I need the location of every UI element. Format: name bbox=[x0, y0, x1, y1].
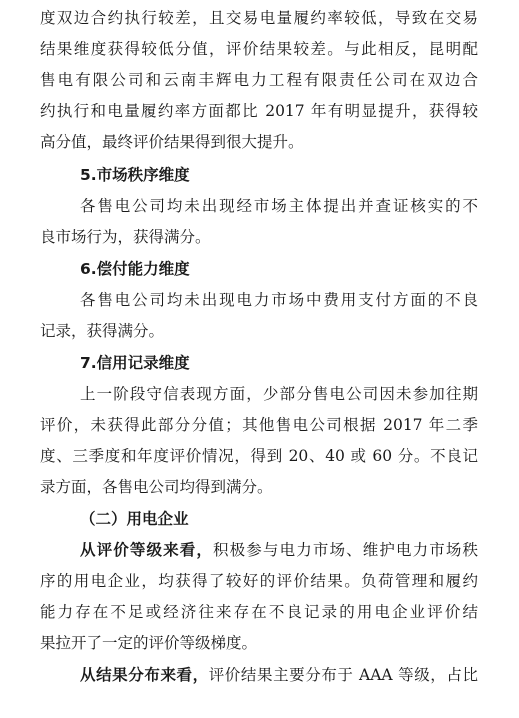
paragraph-line: 各售电公司均未出现经市场主体提出并查证核实的不 bbox=[80, 197, 478, 215]
paragraph-line: 录方面，各售电公司均得到满分。 bbox=[40, 478, 273, 496]
lead-phrase: 从结果分布来看， bbox=[80, 666, 209, 684]
paragraph-line: 度双边合约执行较差，且交易电量履约率较低，导致在交易 bbox=[40, 9, 478, 27]
section-heading-credit-record: 7.信用记录维度 bbox=[80, 354, 190, 372]
paragraph-line bbox=[80, 540, 478, 560]
paragraph-line: 结果维度获得较低分值，评价结果较差。与此相反，昆明配 bbox=[40, 40, 478, 58]
paragraph-line: 约执行和电量履约率方面都比 2017 年有明显提升，获得较 bbox=[40, 102, 478, 120]
paragraph-text: 积极参与电力市场、维护电力市场秩 bbox=[213, 541, 478, 559]
paragraph-line: 能力存在不足或经济往来存在不良记录的用电企业评价结 bbox=[40, 603, 478, 621]
section-heading-power-users: （二）用电企业 bbox=[80, 510, 189, 528]
paragraph-line: 上一阶段守信表现方面，少部分售电公司因未参加往期 bbox=[80, 385, 478, 403]
paragraph-line: 度、三季度和年度评价情况，得到 20、40 或 60 分。不良记 bbox=[40, 447, 478, 465]
lead-phrase: 从评价等级来看， bbox=[80, 541, 214, 559]
paragraph-line: 序的用电企业，均获得了较好的评价结果。负荷管理和履约 bbox=[40, 572, 478, 590]
paragraph-line: 售电有限公司和云南丰辉电力工程有限责任公司在双边合 bbox=[40, 71, 478, 89]
paragraph-text: 评价结果主要分布于 AAA 等级，占比 bbox=[208, 666, 478, 684]
paragraph-line: 良市场行为，获得满分。 bbox=[40, 228, 211, 246]
paragraph-line: 记录，获得满分。 bbox=[40, 322, 165, 340]
paragraph-line bbox=[80, 665, 478, 685]
paragraph-line: 评价，未获得此部分分值；其他售电公司根据 2017 年二季 bbox=[40, 416, 478, 434]
paragraph-line: 各售电公司均未出现电力市场中费用支付方面的不良 bbox=[80, 291, 478, 309]
section-heading-market-order: 5.市场秩序维度 bbox=[80, 166, 190, 184]
paragraph-line: 果拉开了一定的评价等级梯度。 bbox=[40, 634, 258, 652]
section-heading-solvency: 6.偿付能力维度 bbox=[80, 260, 190, 278]
paragraph-line: 高分值，最终评价结果得到很大提升。 bbox=[40, 133, 304, 151]
